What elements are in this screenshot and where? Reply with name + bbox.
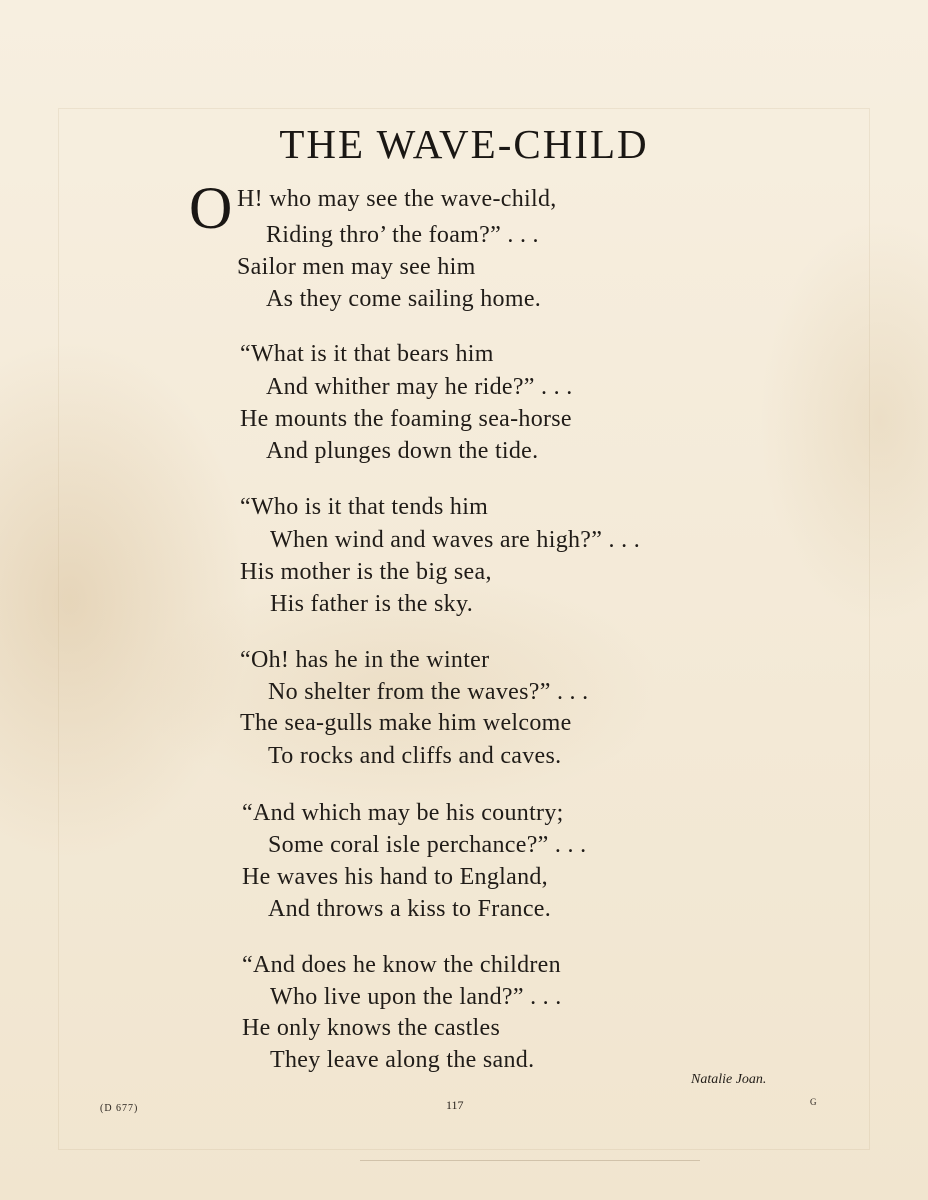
- poem-line: When wind and waves are high?” . . .: [270, 527, 641, 553]
- poem-line: Riding thro’ the foam?” . . .: [266, 222, 539, 248]
- poem-line: His mother is the big sea,: [240, 559, 492, 585]
- poem-line: And throws a kiss to France.: [268, 896, 552, 922]
- poem-line: As they come sailing home.: [266, 286, 542, 312]
- signature-mark: G: [810, 1097, 817, 1107]
- poem-line: H! who may see the wave-child,: [237, 186, 557, 212]
- poem-line: To rocks and cliffs and caves.: [268, 743, 562, 769]
- poem-line: “And which may be his country;: [242, 800, 564, 826]
- poem-line: And plunges down the tide.: [266, 438, 539, 464]
- poem-line: They leave along the sand.: [270, 1047, 535, 1073]
- poem-line: He only knows the castles: [242, 1015, 501, 1041]
- poem-line: “What is it that bears him: [240, 341, 494, 367]
- author-signature: Natalie Joan.: [691, 1072, 767, 1087]
- poem-line: Some coral isle perchance?” . . .: [268, 832, 587, 858]
- poem-line: No shelter from the waves?” . . .: [268, 679, 589, 705]
- drop-cap: O: [189, 175, 233, 241]
- poem-line: “Oh! has he in the winter: [240, 647, 490, 673]
- poem-line: His father is the sky.: [270, 591, 474, 617]
- poem-line: “And does he know the children: [242, 952, 561, 978]
- page-edge-shadow: [360, 1160, 700, 1161]
- print-code: (D 677): [100, 1103, 139, 1114]
- poem-line: He waves his hand to England,: [242, 864, 548, 890]
- poem-line: The sea-gulls make him welcome: [240, 710, 572, 736]
- poem-line: Sailor men may see him: [237, 254, 476, 280]
- poem-line: He mounts the foaming sea-horse: [240, 406, 572, 432]
- poem-line: And whither may he ride?” . . .: [266, 374, 573, 400]
- poem-line: Who live upon the land?” . . .: [270, 984, 562, 1010]
- poem-line: “Who is it that tends him: [240, 494, 489, 520]
- poem-title: THE WAVE-CHILD: [279, 121, 649, 167]
- page-number: 117: [446, 1098, 464, 1112]
